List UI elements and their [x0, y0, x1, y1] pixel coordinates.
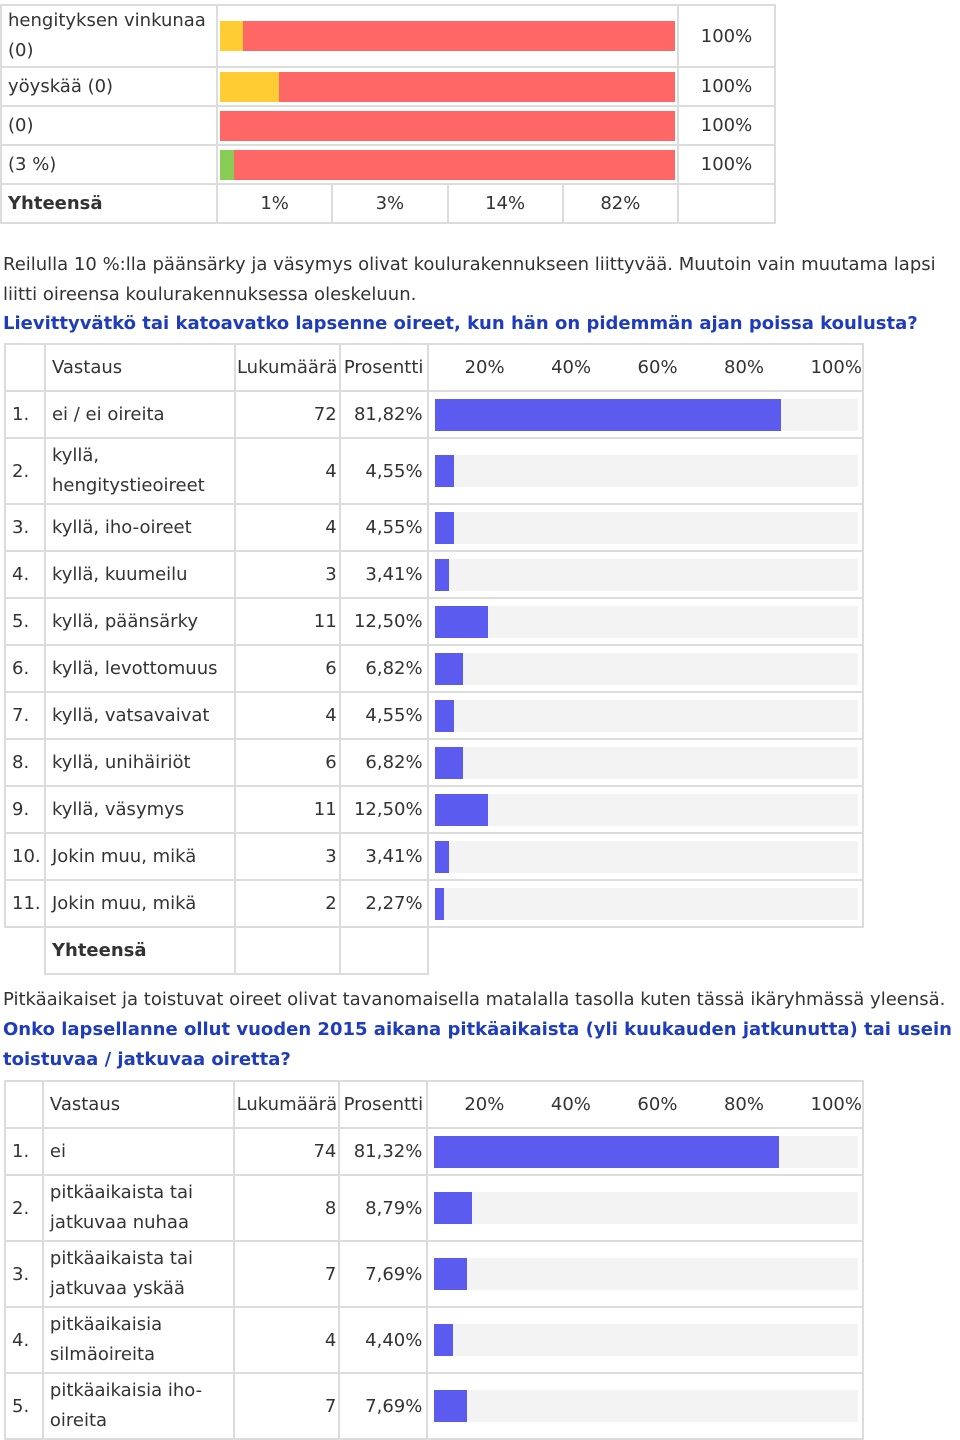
row-count: 7: [234, 1373, 339, 1439]
row-number: 10.: [5, 833, 45, 880]
row-answer: kyllä, vatsavaivat: [45, 692, 235, 739]
bar-track: [435, 653, 858, 685]
scale-tick-label: 40%: [551, 357, 592, 378]
row-count: 4: [235, 692, 340, 739]
result-row: [5, 1241, 863, 1307]
result-row: [5, 551, 863, 598]
row-label: hengityksen vinkunaa (0): [1, 5, 217, 67]
row-bar-cell: [428, 692, 863, 739]
total-row: [5, 927, 863, 974]
bar-fill: [435, 512, 454, 544]
row-answer: kyllä, kuumeilu: [45, 551, 235, 598]
stacked-bar: [220, 72, 675, 102]
row-bar-cell: [427, 1307, 863, 1373]
row-bar-cell: [428, 438, 863, 504]
stacked-bar-cell: [217, 145, 678, 184]
scale-tick-label: 60%: [637, 1094, 678, 1115]
row-percent: 81,32%: [339, 1128, 427, 1175]
row-count: 3: [235, 551, 340, 598]
row-number: 5.: [5, 1373, 43, 1439]
bar-track: [434, 1136, 858, 1168]
results-table-2: [4, 1080, 864, 1440]
result-row: [5, 645, 863, 692]
row-count: 11: [235, 598, 340, 645]
total-label: Yhteensä: [45, 927, 235, 974]
row-bar-cell: [428, 391, 863, 438]
scale-tick-label: 20%: [464, 357, 505, 378]
total-num-empty: [5, 927, 45, 974]
header-answer: Vastaus: [45, 344, 235, 391]
bar-track: [434, 1258, 858, 1290]
result-row: [5, 786, 863, 833]
row-answer: kyllä, unihäiriöt: [45, 739, 235, 786]
header-percent: Prosentti: [339, 1081, 427, 1128]
row-bar-cell: [428, 645, 863, 692]
result-row: [5, 1175, 863, 1241]
question-2-title: Onko lapsellanne ollut vuoden 2015 aikana pitkäaikaista (yli kuukauden jatkunutta) tai usein toistuvaa / jatkuvaa oiretta?: [3, 1019, 952, 1070]
header-answer: Vastaus: [43, 1081, 235, 1128]
result-row: [5, 1307, 863, 1373]
row-answer: Jokin muu, mikä: [45, 880, 235, 927]
row-label: (0): [1, 106, 217, 145]
row-answer: kyllä, iho-oireet: [45, 504, 235, 551]
row-bar-cell: [427, 1175, 863, 1241]
row-number: 9.: [5, 786, 45, 833]
bar-fill: [435, 700, 454, 732]
stacked-row: [1, 5, 775, 67]
result-row: [5, 438, 863, 504]
row-number: 2.: [5, 438, 45, 504]
row-percent: 3,41%: [340, 551, 428, 598]
row-answer: pitkäaikaista tai jatkuvaa yskää: [43, 1241, 235, 1307]
total-values: [218, 185, 677, 222]
row-bar-cell: [428, 739, 863, 786]
row-number: 5.: [5, 598, 45, 645]
scale-tick-label: 80%: [723, 1094, 764, 1115]
row-answer: ei / ei oireita: [45, 391, 235, 438]
stacked-bar-cell: [217, 67, 678, 106]
row-percent: 7,69%: [339, 1373, 427, 1439]
bar-fill: [434, 1324, 453, 1356]
results-table-1: [4, 343, 864, 975]
row-number: 4.: [5, 551, 45, 598]
scale-tick-label: 20%: [464, 1094, 505, 1115]
row-number: 8.: [5, 739, 45, 786]
stacked-bar: [220, 150, 675, 180]
scale-labels: [428, 1094, 862, 1115]
result-row: [5, 833, 863, 880]
row-bar-cell: [428, 551, 863, 598]
total-count-empty: [235, 927, 340, 974]
bar-track: [435, 700, 858, 732]
bar-segment: [279, 72, 675, 102]
row-count: 7: [234, 1241, 339, 1307]
bar-segment: [243, 21, 675, 51]
summary-paragraph-1: Reilulla 10 %:lla päänsärky ja väsymys olivat koulurakennukseen liittyvää. Muutoin vain muutama lapsi liitti oireensa koulurakennuksessa oleskeluun.: [3, 254, 936, 305]
total-values-cell: [217, 184, 678, 223]
bar-track: [435, 747, 858, 779]
stacked-bar: [220, 111, 675, 141]
row-bar-cell: [427, 1373, 863, 1439]
stacked-bar-cell: [217, 5, 678, 67]
bar-fill: [435, 841, 449, 873]
row-percent: 12,50%: [340, 786, 428, 833]
stacked-bar-cell: [217, 106, 678, 145]
row-count: 4: [235, 504, 340, 551]
row-answer: kyllä, levottomuus: [45, 645, 235, 692]
row-total: 100%: [678, 106, 775, 145]
header-scale: [427, 1081, 863, 1128]
result-row: [5, 391, 863, 438]
bar-track: [434, 1192, 858, 1224]
total-value: 1%: [218, 185, 333, 222]
bar-fill: [435, 455, 454, 487]
bar-track: [434, 1390, 858, 1422]
row-answer: kyllä, päänsärky: [45, 598, 235, 645]
bar-fill: [435, 559, 449, 591]
row-bar-cell: [428, 880, 863, 927]
bar-fill: [435, 747, 464, 779]
bar-track: [435, 455, 858, 487]
row-count: 6: [235, 645, 340, 692]
stacked-row: [1, 106, 775, 145]
row-answer: pitkäaikaisia iho-oireita: [43, 1373, 235, 1439]
bar-fill: [435, 606, 488, 638]
row-total: 100%: [678, 67, 775, 106]
row-percent: 6,82%: [340, 739, 428, 786]
row-bar-cell: [427, 1128, 863, 1175]
row-answer: ei: [43, 1128, 235, 1175]
question-1-title: Lievittyvätkö tai katoavatko lapsenne oireet, kun hän on pidemmän ajan poissa koulusta?: [3, 313, 918, 334]
bar-fill: [434, 1258, 467, 1290]
bar-segment: [220, 150, 234, 180]
result-row: [5, 598, 863, 645]
header-scale: [428, 344, 863, 391]
bar-segment: [220, 111, 675, 141]
scale-tick-label: 80%: [724, 357, 765, 378]
row-percent: 7,69%: [339, 1241, 427, 1307]
bar-fill: [435, 653, 464, 685]
header-row: [5, 344, 863, 391]
row-label: yöyskää (0): [1, 67, 217, 106]
bar-track: [435, 559, 858, 591]
row-count: 74: [234, 1128, 339, 1175]
stacked-row: [1, 67, 775, 106]
stacked-bar: [220, 21, 675, 51]
row-percent: 2,27%: [340, 880, 428, 927]
bar-track: [434, 1324, 858, 1356]
bar-fill: [435, 794, 488, 826]
row-answer: pitkäaikaisia silmäoireita: [43, 1307, 235, 1373]
row-percent: 81,82%: [340, 391, 428, 438]
row-answer: kyllä, väsymys: [45, 786, 235, 833]
bar-track: [435, 512, 858, 544]
result-row: [5, 739, 863, 786]
row-number: 11.: [5, 880, 45, 927]
row-number: 1.: [5, 391, 45, 438]
symptom-distribution-table: [0, 4, 776, 224]
result-row: [5, 504, 863, 551]
row-percent: 3,41%: [340, 833, 428, 880]
row-count: 11: [235, 786, 340, 833]
total-bar-empty: [428, 927, 863, 974]
header-percent: Prosentti: [340, 344, 428, 391]
row-number: 1.: [5, 1128, 43, 1175]
row-count: 6: [235, 739, 340, 786]
bar-fill: [434, 1390, 467, 1422]
header-row: [5, 1081, 863, 1128]
stacked-row: [1, 145, 775, 184]
row-count: 8: [234, 1175, 339, 1241]
row-count: 4: [234, 1307, 339, 1373]
result-row: [5, 1373, 863, 1439]
bar-track: [435, 399, 858, 431]
bar-track: [435, 606, 858, 638]
total-value: 14%: [449, 185, 564, 222]
result-row: [5, 692, 863, 739]
row-percent: 4,55%: [340, 438, 428, 504]
row-total: 100%: [678, 145, 775, 184]
bar-track: [435, 794, 858, 826]
scale-tick-label: 100%: [810, 1094, 862, 1115]
row-bar-cell: [428, 833, 863, 880]
scale-tick-label: 100%: [810, 357, 862, 378]
bar-fill: [435, 399, 781, 431]
row-count: 3: [235, 833, 340, 880]
scale-tick-label: 60%: [637, 357, 678, 378]
total-row: [1, 184, 775, 223]
row-bar-cell: [428, 504, 863, 551]
bar-segment: [220, 72, 279, 102]
header-count: Lukumäärä: [235, 344, 340, 391]
total-value: 82%: [600, 193, 641, 214]
bar-segment: [220, 21, 243, 51]
total-empty: [678, 184, 775, 223]
row-count: 2: [235, 880, 340, 927]
row-number: 3.: [5, 504, 45, 551]
bar-track: [435, 888, 858, 920]
row-count: 4: [235, 438, 340, 504]
row-percent: 6,82%: [340, 645, 428, 692]
bar-track: [435, 841, 858, 873]
row-count: 72: [235, 391, 340, 438]
row-percent: 4,40%: [339, 1307, 427, 1373]
header-num: [5, 344, 45, 391]
row-bar-cell: [428, 598, 863, 645]
total-label: Yhteensä: [1, 184, 217, 223]
bar-fill: [434, 1192, 471, 1224]
row-number: 3.: [5, 1241, 43, 1307]
total-percent-empty: [340, 927, 428, 974]
row-percent: 12,50%: [340, 598, 428, 645]
row-answer: Jokin muu, mikä: [45, 833, 235, 880]
result-row: [5, 880, 863, 927]
result-row: [5, 1128, 863, 1175]
row-percent: 4,55%: [340, 692, 428, 739]
row-bar-cell: [428, 786, 863, 833]
row-number: 6.: [5, 645, 45, 692]
row-bar-cell: [427, 1241, 863, 1307]
scale-tick-label: 40%: [550, 1094, 591, 1115]
bar-fill: [435, 888, 445, 920]
row-total: 100%: [678, 5, 775, 67]
bar-fill: [434, 1136, 779, 1168]
row-answer: kyllä, hengitystieoireet: [45, 438, 235, 504]
scale-labels: [429, 357, 862, 378]
header-num: [5, 1081, 43, 1128]
bar-segment: [234, 150, 675, 180]
header-count: Lukumäärä: [234, 1081, 339, 1128]
row-answer: pitkäaikaista tai jatkuvaa nuhaa: [43, 1175, 235, 1241]
total-value: 3%: [333, 185, 448, 222]
row-label: (3 %): [1, 145, 217, 184]
row-percent: 4,55%: [340, 504, 428, 551]
row-percent: 8,79%: [339, 1175, 427, 1241]
row-number: 2.: [5, 1175, 43, 1241]
row-number: 7.: [5, 692, 45, 739]
summary-paragraph-2: Pitkäaikaiset ja toistuvat oireet olivat tavanomaisella matalalla tasolla kuten tässä ikäryhmässä yleensä.: [3, 989, 946, 1010]
row-number: 4.: [5, 1307, 43, 1373]
